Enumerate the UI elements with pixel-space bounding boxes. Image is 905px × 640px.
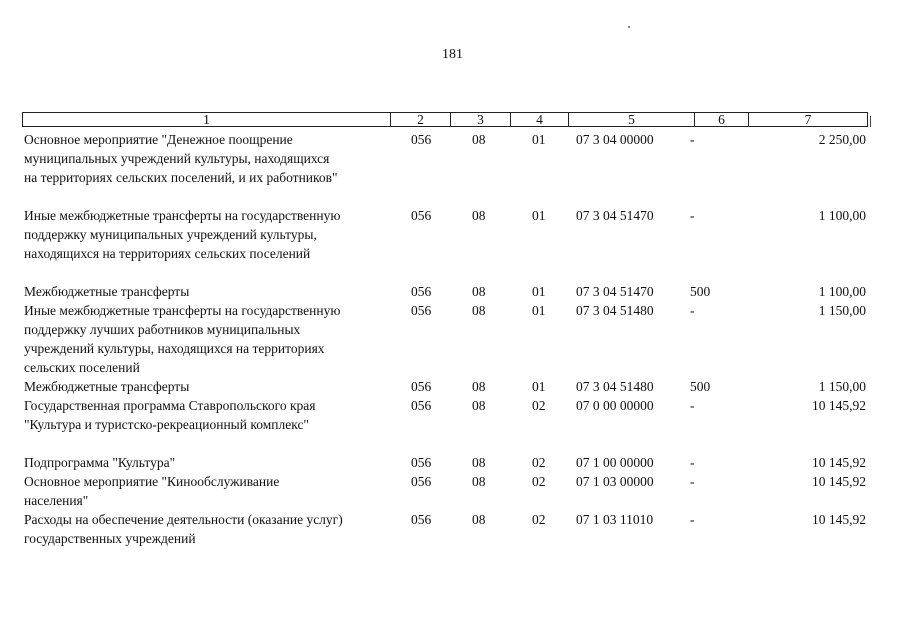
row-col3: 08 — [472, 398, 486, 413]
row-col6: - — [690, 455, 695, 470]
row-col6: 500 — [690, 379, 711, 394]
header-col-2: 2 — [391, 113, 451, 126]
header-col-1: 1 — [23, 113, 391, 126]
row-name — [24, 282, 394, 301]
row-col4: 02 — [532, 398, 546, 413]
row-name-line: на территориях сельских поселений, и их работников" — [24, 170, 338, 185]
row-name-line: Иные межбюджетные трансферты на государственную — [24, 208, 341, 223]
scan-speck — [628, 26, 630, 28]
row-name-line: Межбюджетные трансферты — [24, 379, 190, 394]
row-col5: 07 0 00 00000 — [576, 398, 654, 413]
row-col5: 07 3 04 51470 — [576, 208, 654, 223]
page-number: 181 — [442, 47, 463, 62]
row-name — [24, 396, 394, 434]
row-col2: 056 — [411, 284, 432, 299]
row-name — [24, 510, 394, 548]
row-name-line: Государственная программа Ставропольского края — [24, 398, 316, 413]
row-name-line: находящихся на территориях сельских поселений — [24, 246, 311, 261]
row-name-line: поддержку лучших работников муниципальных — [24, 322, 301, 337]
row-col7: 1 150,00 — [818, 379, 866, 394]
row-col4: 02 — [532, 474, 546, 489]
header-col-4: 4 — [511, 113, 569, 126]
row-col6: - — [690, 132, 695, 147]
row-col4: 02 — [532, 455, 546, 470]
row-name-line: "Культура и туристско-рекреационный комплекс" — [24, 417, 309, 432]
row-col3: 08 — [472, 303, 486, 318]
table-header-row — [22, 112, 868, 127]
row-col3: 08 — [472, 284, 486, 299]
row-col4: 01 — [532, 303, 546, 318]
row-col5: 07 1 03 11010 — [576, 512, 654, 527]
row-name-line: Межбюджетные трансферты — [24, 284, 190, 299]
row-col3: 08 — [472, 512, 486, 527]
row-name-line: учреждений культуры, находящихся на территориях — [24, 341, 325, 356]
row-col3: 08 — [472, 474, 486, 489]
row-col7: 1 150,00 — [818, 303, 866, 318]
row-col6: - — [690, 512, 695, 527]
row-name-line: сельских поселений — [24, 360, 140, 375]
row-name-line: Иные межбюджетные трансферты на государственную — [24, 303, 341, 318]
row-col2: 056 — [411, 512, 432, 527]
row-col4: 01 — [532, 379, 546, 394]
row-name — [24, 130, 394, 187]
header-col-3: 3 — [451, 113, 511, 126]
row-col5: 07 1 03 00000 — [576, 474, 654, 489]
row-name-line: Основное мероприятие "Кинообслуживание — [24, 474, 280, 489]
row-name-line: Основное мероприятие "Денежное поощрение — [24, 132, 293, 147]
row-col3: 08 — [472, 132, 486, 147]
row-name-line: населения" — [24, 493, 89, 508]
table-edge-mark — [870, 116, 871, 127]
header-col-5: 5 — [569, 113, 695, 126]
row-col5: 07 1 00 00000 — [576, 455, 654, 470]
row-col7: 2 250,00 — [818, 132, 866, 147]
row-col2: 056 — [411, 398, 432, 413]
header-col-7: 7 — [804, 112, 812, 127]
row-col7: 10 145,92 — [812, 474, 866, 489]
row-col5: 07 3 04 51480 — [576, 303, 654, 318]
row-col5: 07 3 04 00000 — [576, 132, 654, 147]
row-name-line: Подпрограмма "Культура" — [24, 455, 176, 470]
row-name — [24, 377, 394, 396]
row-name — [24, 206, 394, 263]
row-col7: 1 100,00 — [818, 208, 866, 223]
row-col6: - — [690, 398, 695, 413]
row-col5: 07 3 04 51470 — [576, 284, 654, 299]
row-col4: 02 — [532, 512, 546, 527]
row-col2: 056 — [411, 132, 432, 147]
row-name — [24, 472, 394, 510]
row-col2: 056 — [411, 208, 432, 223]
row-col2: 056 — [411, 379, 432, 394]
row-col7: 10 145,92 — [812, 512, 866, 527]
row-col7: 10 145,92 — [812, 455, 866, 470]
row-col4: 01 — [532, 132, 546, 147]
row-col3: 08 — [472, 379, 486, 394]
row-col4: 01 — [532, 284, 546, 299]
row-name-line: муниципальных учреждений культуры, находящихся — [24, 151, 330, 166]
row-name-line: государственных учреждений — [24, 531, 196, 546]
row-name — [24, 301, 394, 377]
row-name-line: Расходы на обеспечение деятельности (оказание услуг) — [24, 512, 343, 527]
row-col5: 07 3 04 51480 — [576, 379, 654, 394]
row-col2: 056 — [411, 474, 432, 489]
row-col3: 08 — [472, 208, 486, 223]
row-col2: 056 — [411, 455, 432, 470]
row-col2: 056 — [411, 303, 432, 318]
row-col3: 08 — [472, 455, 486, 470]
header-col-6: 6 — [695, 113, 749, 126]
row-col6: - — [690, 208, 695, 223]
row-name-line: поддержку муниципальных учреждений культуры, — [24, 227, 317, 242]
row-col6: 500 — [690, 284, 711, 299]
row-col7: 1 100,00 — [818, 284, 866, 299]
row-col6: - — [690, 303, 695, 318]
row-col7: 10 145,92 — [812, 398, 866, 413]
row-col4: 01 — [532, 208, 546, 223]
row-name — [24, 453, 394, 472]
row-col6: - — [690, 474, 695, 489]
